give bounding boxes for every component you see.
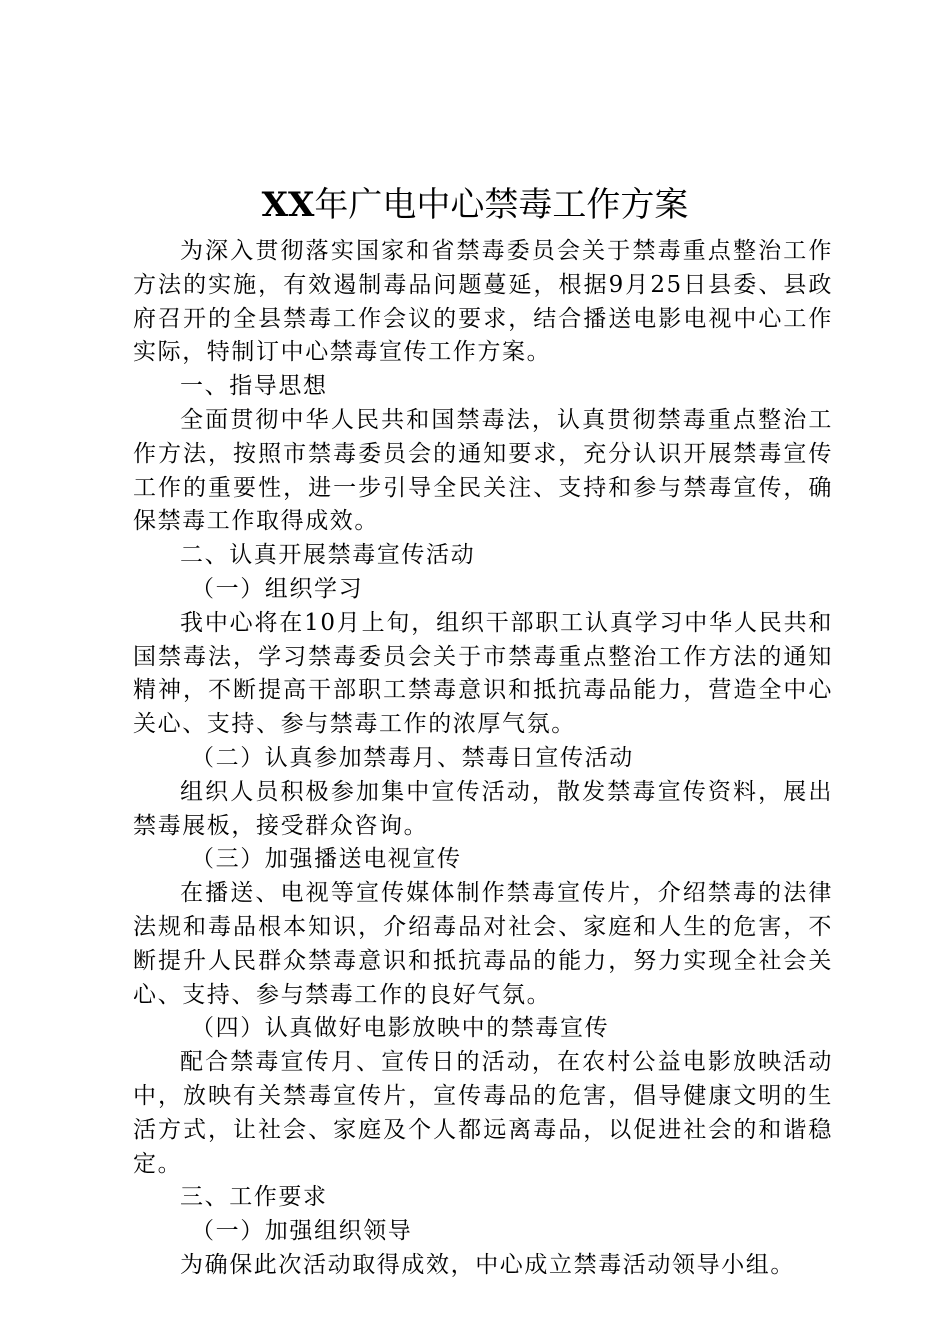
section-heading: 三、工作要求 (180, 1184, 328, 1211)
section-heading: 一、指导思想 (180, 373, 328, 400)
body-paragraph: 组织人员积极参加集中宣传活动，散发禁毒宣传资料，展出禁毒展板，接受群众咨询。 (133, 778, 833, 839)
section-heading: 二、认真开展禁毒宣传活动 (180, 542, 476, 569)
body-paragraph: 配合禁毒宣传月、宣传日的活动，在农村公益电影放映活动中，放映有关禁毒宣传片，宣传毒品的危害，倡导健康文明的生活方式，让社会、家庭及个人都远离毒品，以促进社会的和谐稳定。 (133, 1049, 833, 1177)
subsection-heading: （二）认真参加禁毒月、禁毒日宣传活动 (191, 744, 634, 771)
body-paragraph: 我中心将在10月上旬，组织干部职工认真学习中华人民共和国禁毒法，学习禁毒委员会关于市禁毒重点整治工作方法的通知精神，不断提高干部职工禁毒意识和抵抗毒品能力，营造全中心关心、支持、参与禁毒工作的浓厚气氛。 (133, 609, 833, 738)
intro-paragraph: 为深入贯彻落实国家和省禁毒委员会关于禁毒重点整治工作方法的实施，有效遏制毒品问题蔓延，根据9月25日县委、县政府召开的全县禁毒工作会议的要求，结合播送电影电视中心工作实际，特制订中心禁毒宣传工作方案。 (133, 238, 833, 366)
title-prefix: XX (261, 185, 315, 225)
subsection-heading: （四）认真做好电影放映中的禁毒宣传 (191, 1015, 610, 1042)
subsection-heading: （一）组织学习 (191, 575, 364, 602)
document-title (0, 182, 950, 228)
subsection-heading: （一）加强组织领导 (191, 1218, 413, 1245)
body-paragraph: 为确保此次活动取得成效，中心成立禁毒活动领导小组。 (180, 1251, 795, 1278)
subsection-heading: （三）加强播送电视宣传 (191, 846, 462, 873)
title-text: 年广电中心禁毒工作方案 (314, 185, 689, 225)
document-body (133, 235, 833, 1283)
body-paragraph: 全面贯彻中华人民共和国禁毒法，认真贯彻禁毒重点整治工作方法，按照市禁毒委员会的通知要求，充分认识开展禁毒宣传工作的重要性，进一步引导全民关注、支持和参与禁毒宣传，确保禁毒工作取得成效。 (133, 406, 833, 535)
body-paragraph: 在播送、电视等宣传媒体制作禁毒宣传片，介绍禁毒的法律法规和毒品根本知识，介绍毒品对社会、家庭和人生的危害，不断提升人民群众禁毒意识和抵抗毒品的能力，努力实现全社会关心、支持、参与禁毒工作的良好气氛。 (133, 880, 833, 1008)
